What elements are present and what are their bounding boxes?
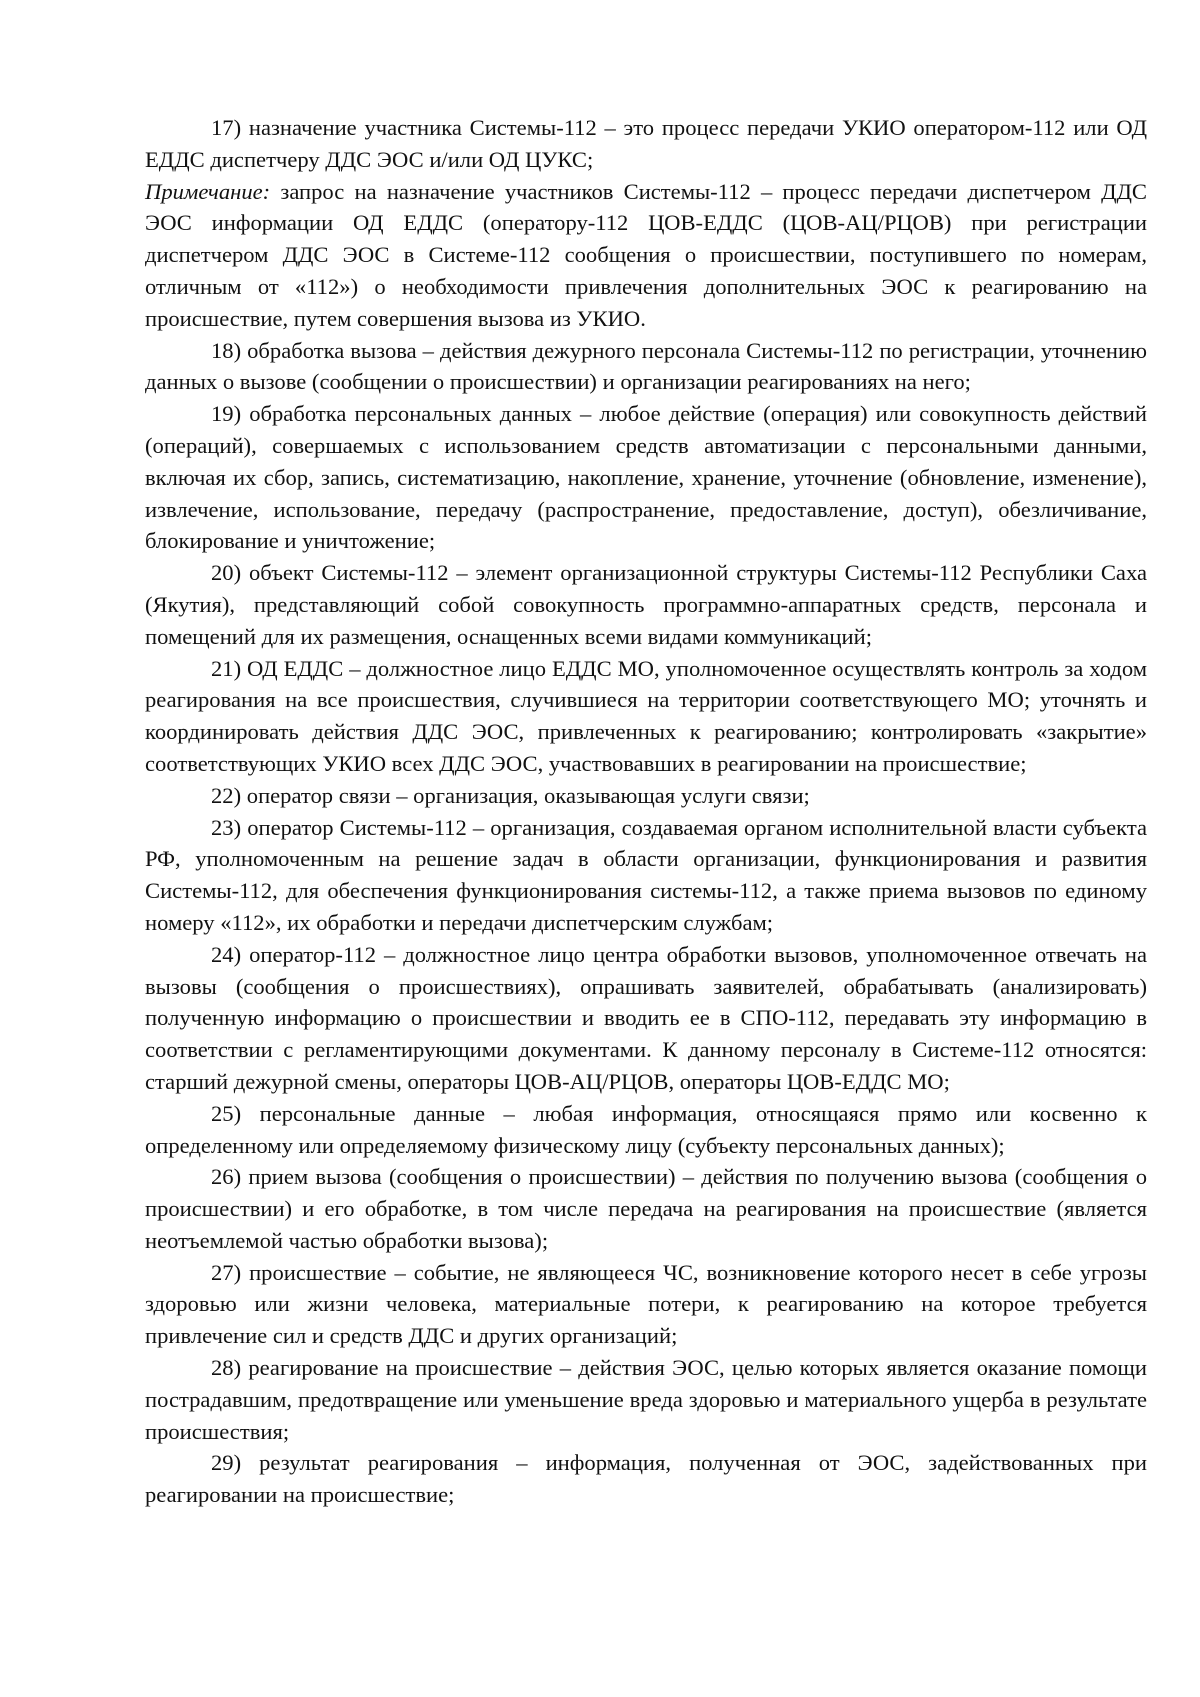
definition-23: 23) оператор Системы-112 – организация, создаваемая органом исполнительной власти субъекта РФ, уполномоченным на решение задач в области организации, функционирования и развития Системы-112, для обеспечения функционирования системы-112, а также приема вызовов по единому номеру «112», их обработки и передачи диспетчерским службам; (145, 814, 1147, 935)
definition-24: 24) оператор-112 – должностное лицо центра обработки вызовов, уполномоченное отвечать на вызовы (сообщения о происшествиях), опрашивать заявителей, обрабатывать (анализировать) полученную информацию о происшествии и вводить ее в СПО-112, передавать эту информацию в соответствии с регламентирующими документами. К данному персоналу в Системе-112 относятся: старший дежурной смены, операторы ЦОВ-АЦ/РЦОВ, операторы ЦОВ-ЕДДС МО; (145, 941, 1147, 1094)
note-paragraph (145, 176, 1147, 335)
definition-27: 27) происшествие – событие, не являющееся ЧС, возникновение которого несет в себе угрозы здоровью или жизни человека, материальные потери, к реагированию на которое требуется привлечение сил и средств ДДС и других организаций; (145, 1259, 1147, 1349)
definition-28: 28) реагирование на происшествие – действия ЭОС, целью которых является оказание помощи пострадавшим, предотвращение или уменьшение вреда здоровью и материального ущерба в результате происшествия; (145, 1355, 1147, 1444)
definition-19: 19) обработка персональных данных – любое действие (операция) или совокупность действий (операций), совершаемых с использованием средств автоматизации с персональными данными, включая их сбор, запись, систематизацию, накопление, хранение, уточнение (обновление, изменение), извлечение, использование, передачу (распространение, предоставление, доступ), обезличивание, блокирование и уничтожение; (145, 401, 1147, 554)
note-text: запрос на назначение участников Системы-112 – процесс передачи диспетчером ДДС ЭОС информации ОД ЕДДС (оператору-112 ЦОВ-ЕДДС (ЦОВ-АЦ/РЦОВ) при регистрации диспетчером ДДС ЭОС в Системе-112 сообщения о происшествии, поступившего по номерам, отличным от «112») о необходимости привлечения дополнительных ЭОС к реагированию на происшествие, путем совершения вызова из УКИО. (145, 178, 1147, 331)
definition-18: 18) обработка вызова – действия дежурного персонала Системы-112 по регистрации, уточнению данных о вызове (сообщении о происшествии) и организации реагированиях на него; (145, 337, 1147, 395)
definition-29: 29) результат реагирования – информация, полученная от ЭОС, задействованных при реагировании на происшествие; (145, 1450, 1147, 1508)
note-label: Примечание: (145, 178, 271, 204)
document-page (145, 112, 1147, 1511)
definition-25: 25) персональные данные – любая информация, относящаяся прямо или косвенно к определенному или определяемому физическому лицу (субъекту персональных данных); (145, 1100, 1147, 1158)
definition-20: 20) объект Системы-112 – элемент организационной структуры Системы-112 Республики Саха (Якутия), представляющий собой совокупность программно-аппаратных средств, персонала и помещений для их размещения, оснащенных всеми видами коммуникаций; (145, 560, 1147, 649)
definition-22: 22) оператор связи – организация, оказывающая услуги связи; (211, 782, 810, 808)
definition-26: 26) прием вызова (сообщения о происшествии) – действия по получению вызова (сообщения о происшествии) и его обработке, в том числе передача на реагирования на происшествие (является неотъемлемой частью обработки вызова); (145, 1164, 1147, 1253)
definition-17: 17) назначение участника Системы-112 – это процесс передачи УКИО оператором-112 или ОД ЕДДС диспетчеру ДДС ЭОС и/или ОД ЦУКС; (145, 115, 1147, 172)
definition-21: 21) ОД ЕДДС – должностное лицо ЕДДС МО, уполномоченное осуществлять контроль за ходом реагирования на все происшествия, случившиеся на территории соответствующего МО; уточнять и координировать действия ДДС ЭОС, привлеченных к реагированию; контролировать «закрытие» соответствующих УКИО всех ДДС ЭОС, участвовавших в реагировании на происшествие; (145, 655, 1147, 776)
